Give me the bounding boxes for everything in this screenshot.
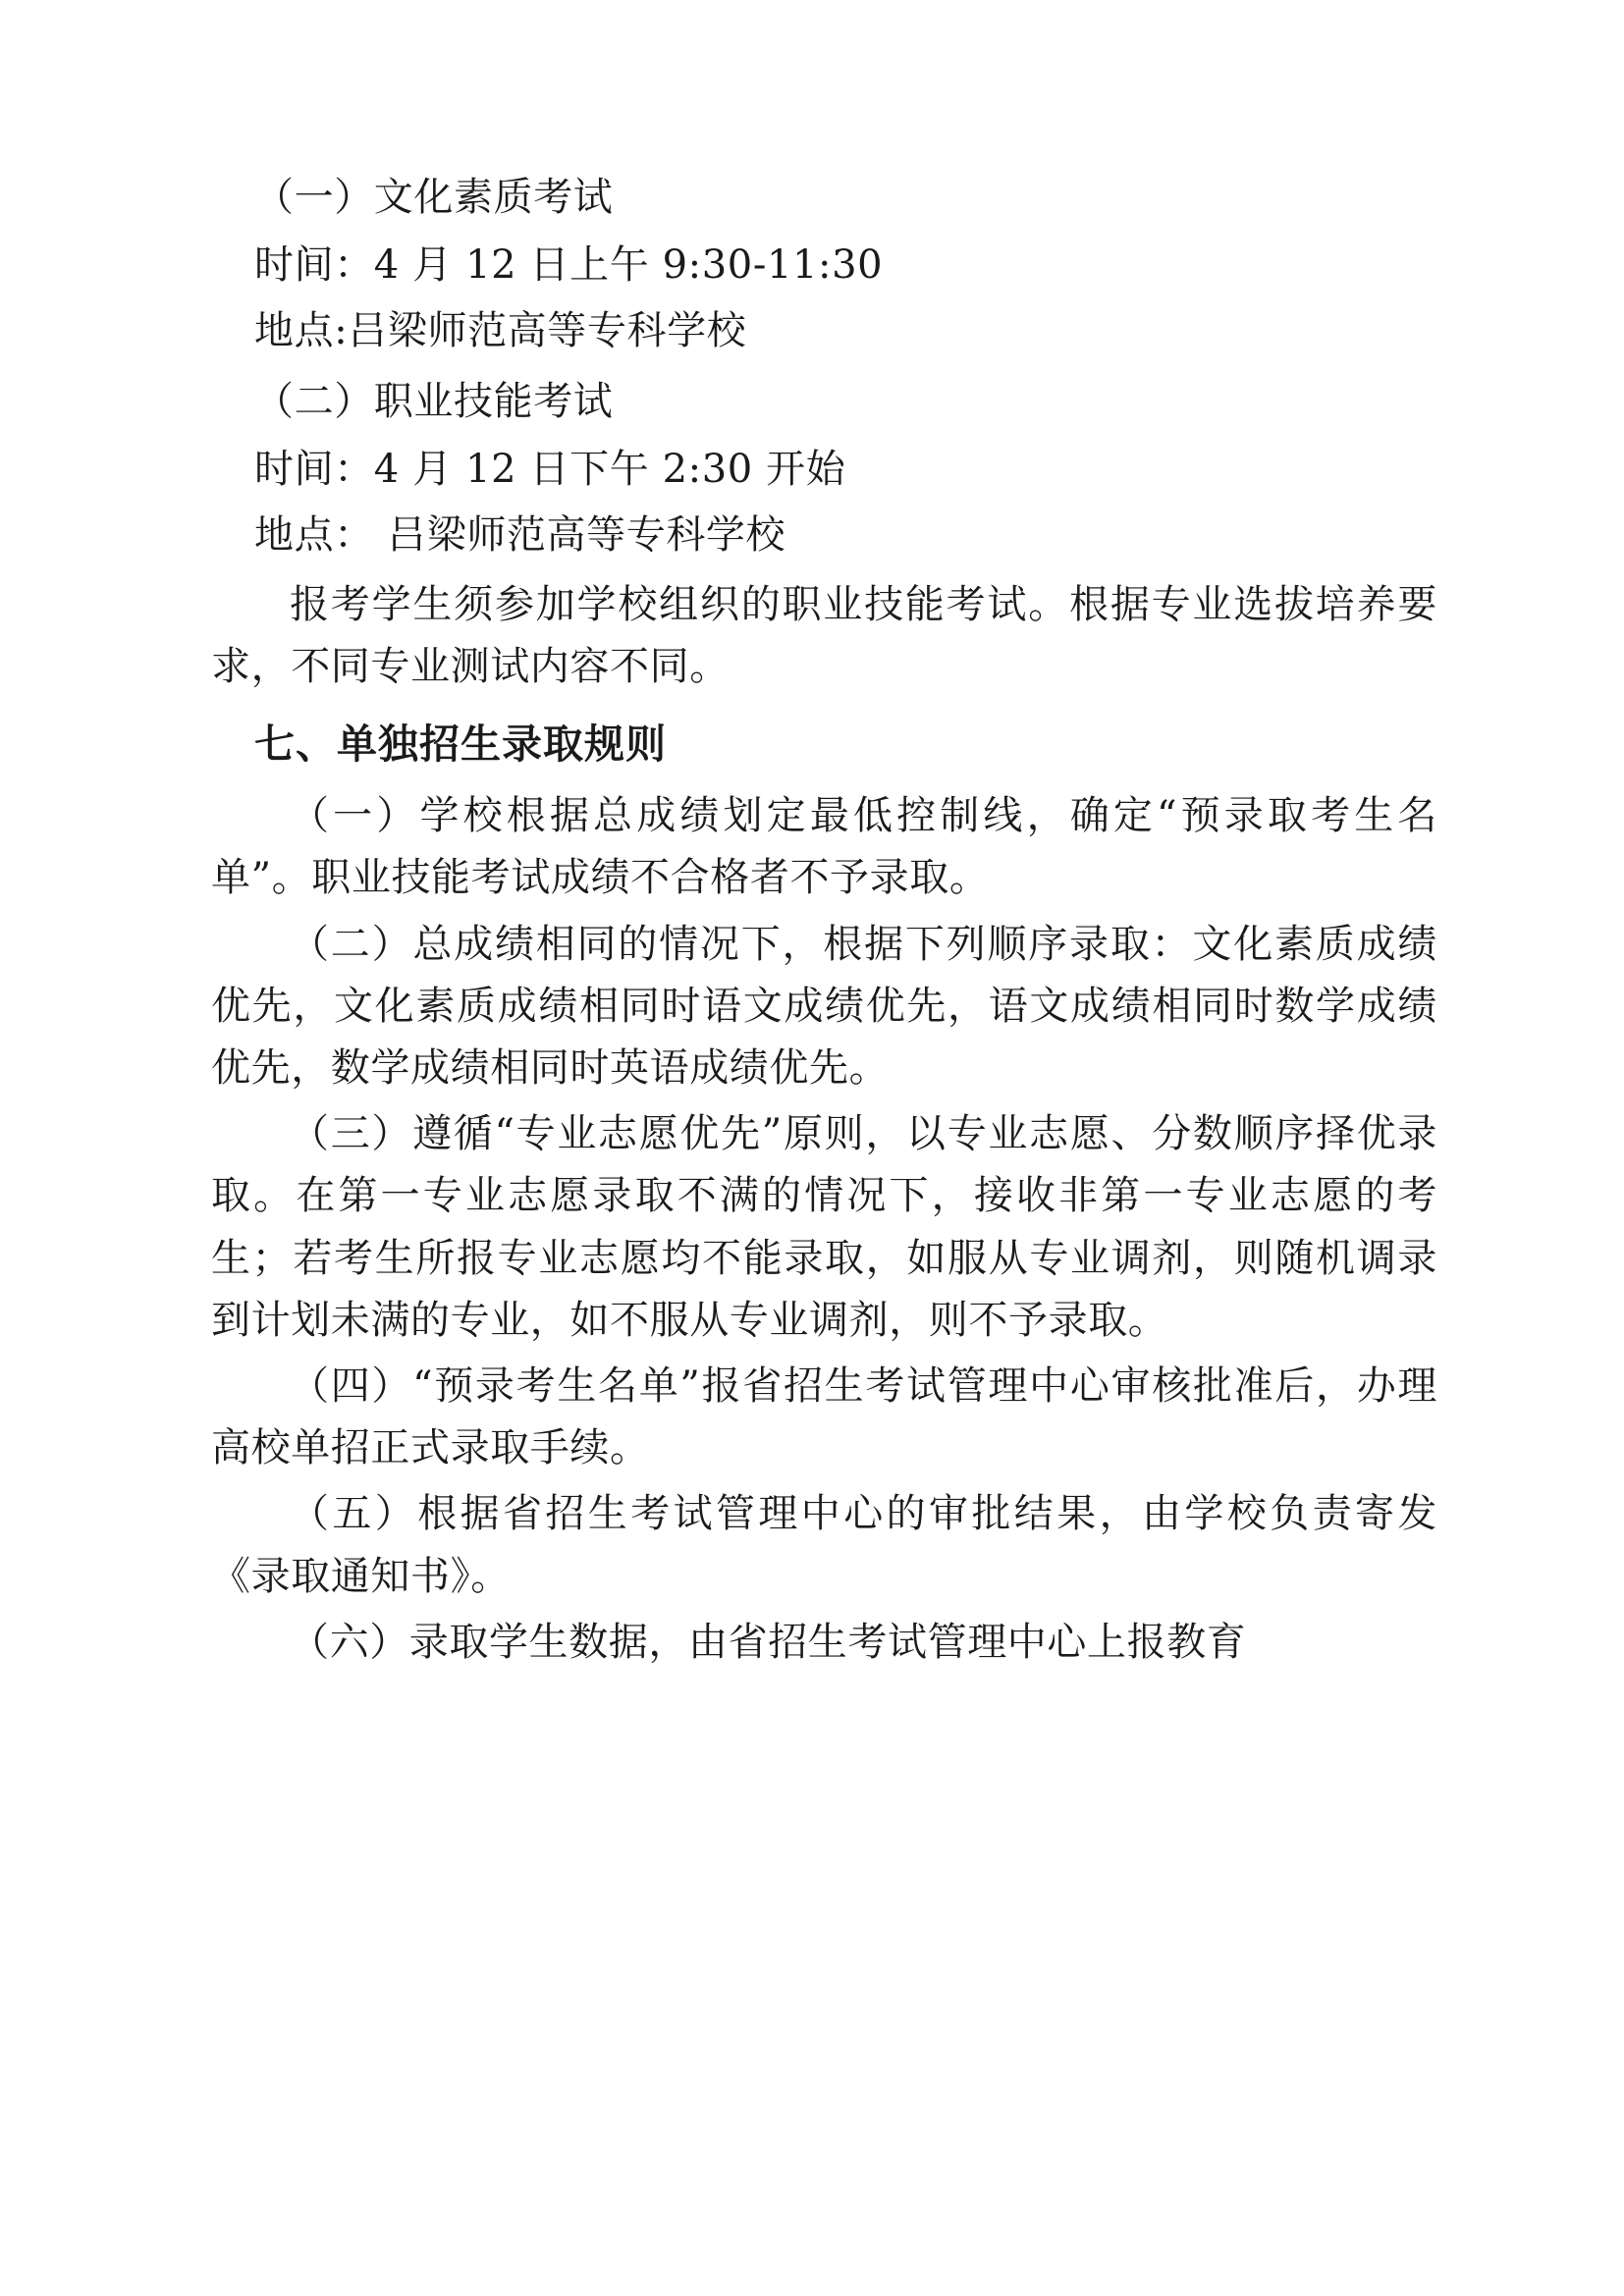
rule-item-1: （一）学校根据总成绩划定最低控制线，确定“预录取考生名单”。职业技能考试成绩不合格者不予录取。 <box>211 793 1437 901</box>
rule-item-4: （四）“预录考生名单”报省招生考试管理中心审核批准后，办理高校单招正式录取手续。 <box>211 1362 1437 1471</box>
culture-exam-location: 地点:吕梁师范高等专科学校 <box>254 308 747 354</box>
section-title-skill-exam: （二）职业技能考试 <box>254 378 614 424</box>
section-heading-admission-rules: 七、单独招生录取规则 <box>254 720 667 768</box>
skill-exam-note: 报考学生须参加学校组织的职业技能考试。根据专业选拔培养要求，不同专业测试内容不同。 <box>211 582 1437 690</box>
document-body <box>211 167 1437 1674</box>
rule-item-6: （六）录取学生数据，由省招生考试管理中心上报教育 <box>290 1619 1247 1665</box>
rule-item-3: （三）遵循“专业志愿优先”原则，以专业志愿、分数顺序择优录取。在第一专业志愿录取不满的情况下，接收非第一专业志愿的考生；若考生所报专业志愿均不能录取，如服从专业调剂，则随机调录到计划未满的专业，如不服从专业调剂，则不予录取。 <box>211 1111 1437 1343</box>
culture-exam-time: 时间：4 月 12 日上午 9:30-11:30 <box>254 242 884 289</box>
skill-exam-location: 地点： 吕梁师范高等专科学校 <box>254 511 786 558</box>
rule-item-2: （二）总成绩相同的情况下，根据下列顺序录取：文化素质成绩优先，文化素质成绩相同时语文成绩优先，语文成绩相同时数学成绩优先，数学成绩相同时英语成绩优先。 <box>211 921 1437 1092</box>
section-title-culture-exam: （一）文化素质考试 <box>254 175 614 220</box>
skill-exam-time: 时间：4 月 12 日下午 2:30 开始 <box>254 446 846 492</box>
rule-item-5: （五）根据省招生考试管理中心的审批结果，由学校负责寄发《录取通知书》。 <box>211 1491 1437 1599</box>
